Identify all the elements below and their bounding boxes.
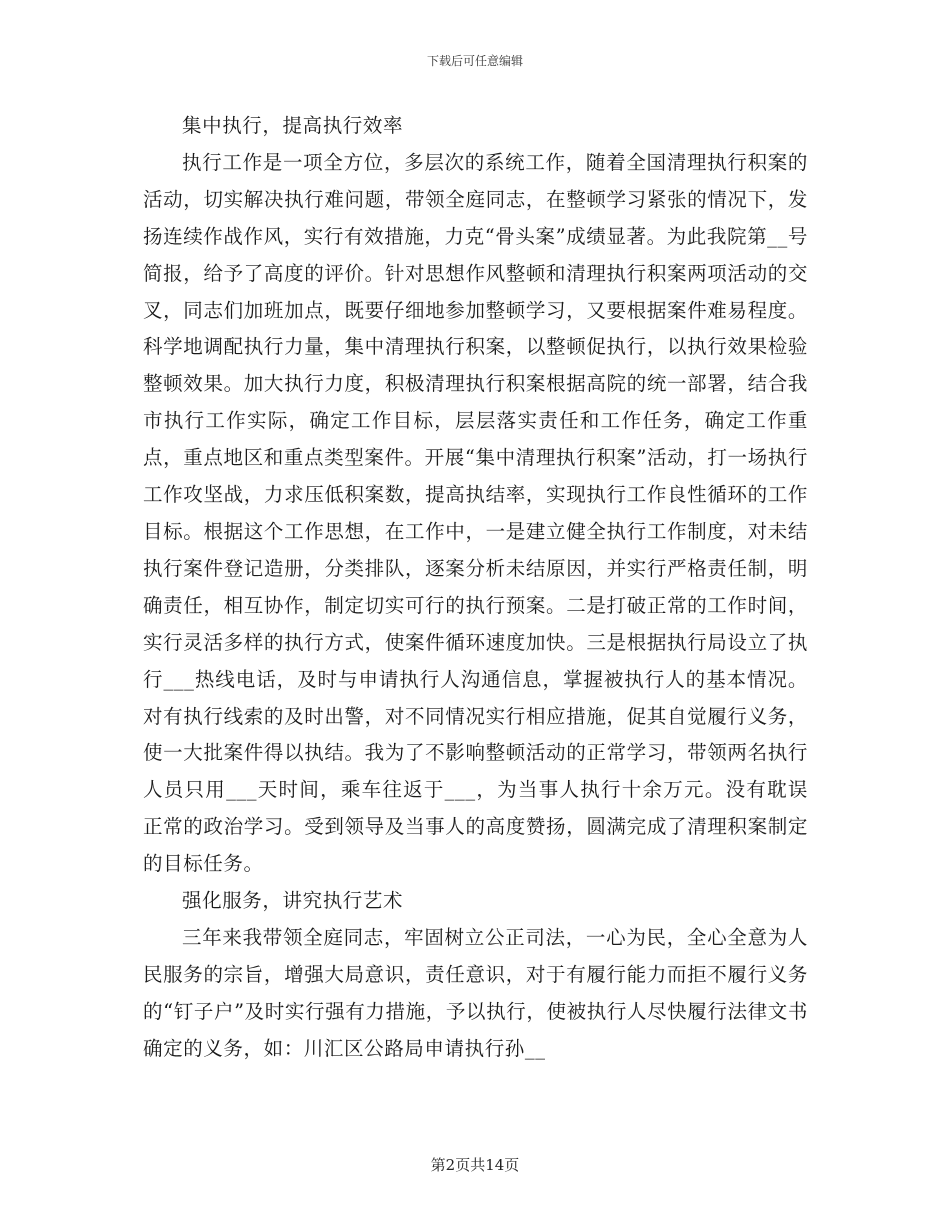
section-heading-concentrated-execution: 集中执行，提高执行效率 <box>182 114 404 137</box>
body-paragraph: 执行工作是一项全方位，多层次的系统工作，随着全国清理执行积案的活动，切实解决执行难问题，带领全庭同志，在整顿学习紧张的情况下，发扬连续作战作风，实行有效措施，力克“骨头案”成绩显著。为此我院第__号简报，给予了高度的评价。针对思想作风整顿和清理执行积案两项活动的交叉，同志们加班加点，既要仔细地参加整顿学习，又要根据案件难易程度。科学地调配执行力量，集中清理执行积案，以整顿促执行，以执行效果检验整顿效果。加大执行力度，积极清理执行积案根据高院的统一部署，结合我市执行工作实际，确定工作目标，层层落实责任和工作任务，确定工作重点，重点地区和重点类型案件。开展“集中清理执行积案”活动，打一场执行工作攻坚战，力求压低积案数，提高执结率，实现执行工作良性循环的工作目标。根据这个工作思想，在工作中，一是建立健全执行工作制度，对未结执行案件登记造册，分类排队，逐案分析未结原因，并实行严格责任制，明确责任，相互协作，制定切实可行的执行预案。二是打破正常的工作时间，实行灵活多样的执行方式，使案件循环速度加快。三是根据执行局设立了执行___热线电话，及时与申请执行人沟通信息，掌握被执行人的基本情况。对有执行线索的及时出警，对不同情况实行相应措施，促其自觉履行义务，使一大批案件得以执结。我为了不影响整顿活动的正常学习，带领两名执行人员只用___天时间，乘车往返于___，为当事人执行十余万元。没有耽误正常的政治学习。受到领导及当事人的高度赞扬，圆满完成了清理积案制定的目标任务。 <box>143 150 808 876</box>
document-body <box>143 108 808 1068</box>
page-header <box>0 53 950 69</box>
page-number: 第2页共14页 <box>430 1156 520 1174</box>
section-heading-strengthen-service: 强化服务，讲究执行艺术 <box>182 889 404 913</box>
header-note: 下载后可任意编辑 <box>426 54 523 68</box>
page-footer <box>0 1155 950 1175</box>
body-paragraph: 三年来我带领全庭同志，牢固树立公正司法，一心为民，全心全意为人民服务的宗旨，增强大局意识，责任意识，对于有履行能力而拒不履行义务的“钉子户”及时实行强有力措施，予以执行，使被执行人尽快履行法律文书确定的义务，如：川汇区公路局申请执行孙__ <box>143 925 808 1060</box>
